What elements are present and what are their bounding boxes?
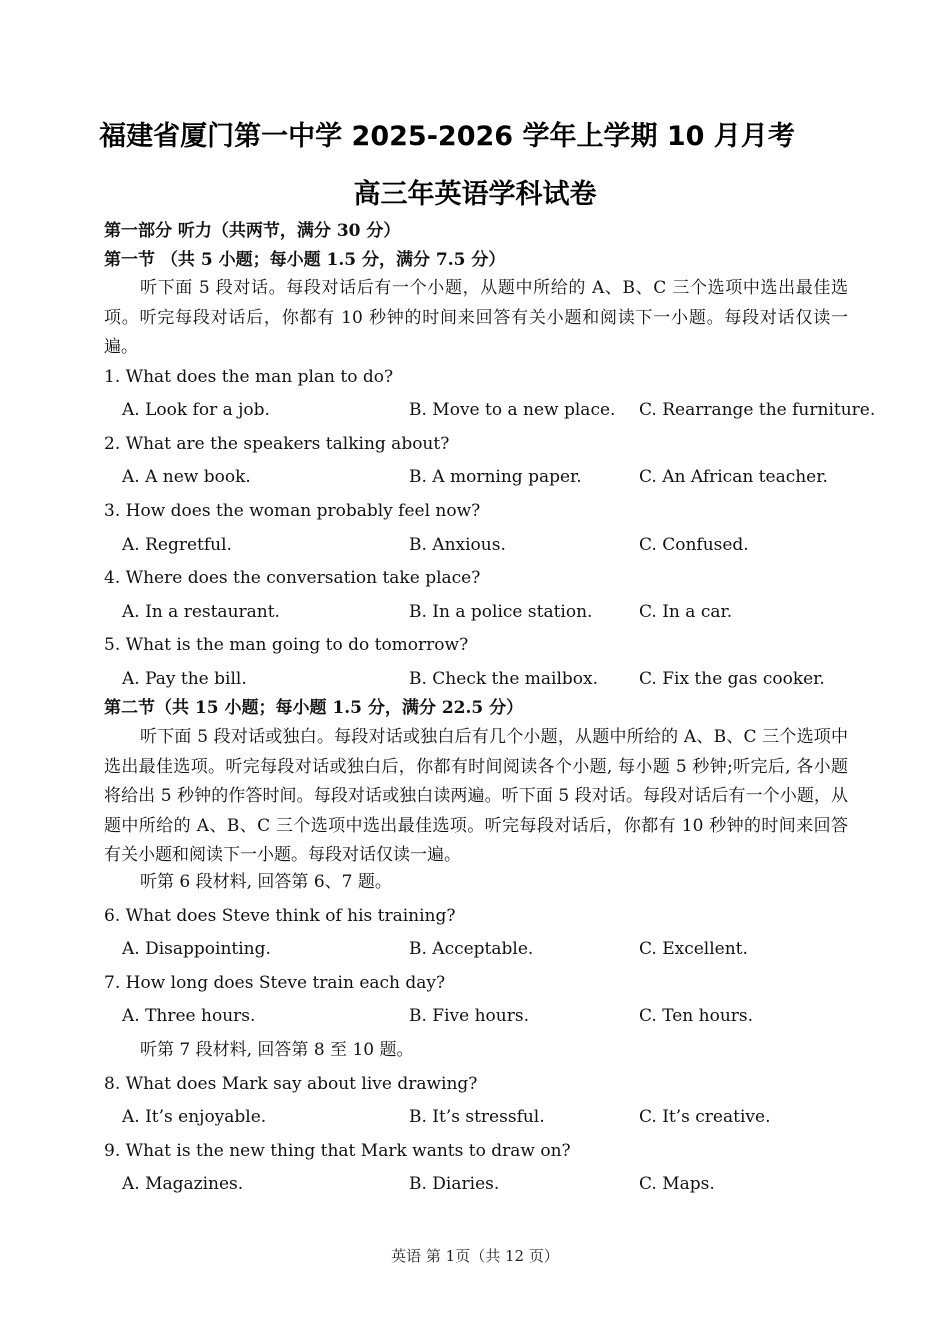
option-2b: B. A morning paper.: [409, 467, 582, 487]
option-2a: A. A new book.: [122, 467, 251, 487]
option-9b: B. Diaries.: [409, 1174, 500, 1194]
option-8a: A. It’s enjoyable.: [122, 1107, 267, 1127]
question-3: 3. How does the woman probably feel now?: [104, 501, 481, 521]
option-7b: B. Five hours.: [409, 1006, 529, 1026]
option-1b: B. Move to a new place.: [409, 400, 616, 420]
page-footer: 英语 第 1页（共 12 页）: [391, 1247, 559, 1265]
option-6a: A. Disappointing.: [122, 939, 271, 959]
exam-title: 福建省厦门第一中学 2025-2026 学年上学期 10 月月考: [99, 121, 795, 152]
option-3a: A. Regretful.: [122, 535, 232, 555]
option-3c: C. Confused.: [639, 535, 749, 555]
question-6: 6. What does Steve think of his training?: [104, 906, 456, 926]
material-7-note: 听第 7 段材料, 回答第 8 至 10 题。: [140, 1040, 414, 1060]
question-8: 8. What does Mark say about live drawing?: [104, 1074, 478, 1094]
option-9a: A. Magazines.: [122, 1174, 244, 1194]
section1-instructions: 听下面 5 段对话。每段对话后有一个小题，从题中所给的 A、B、C 三个选项中选出最佳选项。听完每段对话后，你都有 10 秒钟的时间来回答有关小题和阅读下一小题。每段对话仅读一遍。: [104, 278, 848, 357]
question-1: 1. What does the man plan to do?: [104, 367, 394, 387]
exam-subtitle: 高三年英语学科试卷: [353, 179, 597, 210]
option-5a: A. Pay the bill.: [122, 669, 247, 689]
section2-instructions: 听下面 5 段对话或独白。每段对话或独白后有几个小题，从题中所给的 A、B、C 三个选项中选出最佳选项。听完每段对话或独白后，你都有时间阅读各个小题, 每小题 5 秒钟;听完后, 各小题将给出 5 秒钟的作答时间。每段对话或独白读两遍。听下面 5 段对话。每段对话后有一个小题，从题中所给的 A、B、C 三个选项中选出最佳选项。听完每段对话后，你都有 10 秒钟的时间来回答有关小题和阅读下一小题。每段对话仅读一遍。: [104, 727, 848, 865]
option-7c: C. Ten hours.: [639, 1006, 754, 1026]
section1-heading: 第一节 （共 5 小题；每小题 1.5 分，满分 7.5 分）: [104, 250, 506, 270]
question-7: 7. How long does Steve train each day?: [104, 973, 446, 993]
question-4: 4. Where does the conversation take place?: [104, 568, 481, 588]
section2-heading: 第二节（共 15 小题；每小题 1.5 分，满分 22.5 分）: [104, 698, 524, 718]
option-6c: C. Excellent.: [639, 939, 748, 959]
option-8b: B. It’s stressful.: [409, 1107, 545, 1127]
option-4c: C. In a car.: [639, 602, 733, 622]
option-8c: C. It’s creative.: [639, 1107, 771, 1127]
option-4b: B. In a police station.: [409, 602, 593, 622]
option-4a: A. In a restaurant.: [122, 602, 280, 622]
option-2c: C. An African teacher.: [639, 467, 828, 487]
part1-heading: 第一部分 听力（共两节，满分 30 分）: [104, 221, 401, 241]
question-5: 5. What is the man going to do tomorrow?: [104, 635, 469, 655]
option-5c: C. Fix the gas cooker.: [639, 669, 825, 689]
option-7a: A. Three hours.: [122, 1006, 256, 1026]
question-2: 2. What are the speakers talking about?: [104, 434, 450, 454]
option-6b: B. Acceptable.: [409, 939, 534, 959]
material-6-note: 听第 6 段材料, 回答第 6、7 题。: [140, 872, 392, 892]
option-3b: B. Anxious.: [409, 535, 506, 555]
option-5b: B. Check the mailbox.: [409, 669, 599, 689]
option-1a: A. Look for a job.: [122, 400, 270, 420]
option-9c: C. Maps.: [639, 1174, 715, 1194]
question-9: 9. What is the new thing that Mark wants to draw on?: [104, 1141, 571, 1161]
option-1c: C. Rearrange the furniture.: [639, 400, 876, 420]
